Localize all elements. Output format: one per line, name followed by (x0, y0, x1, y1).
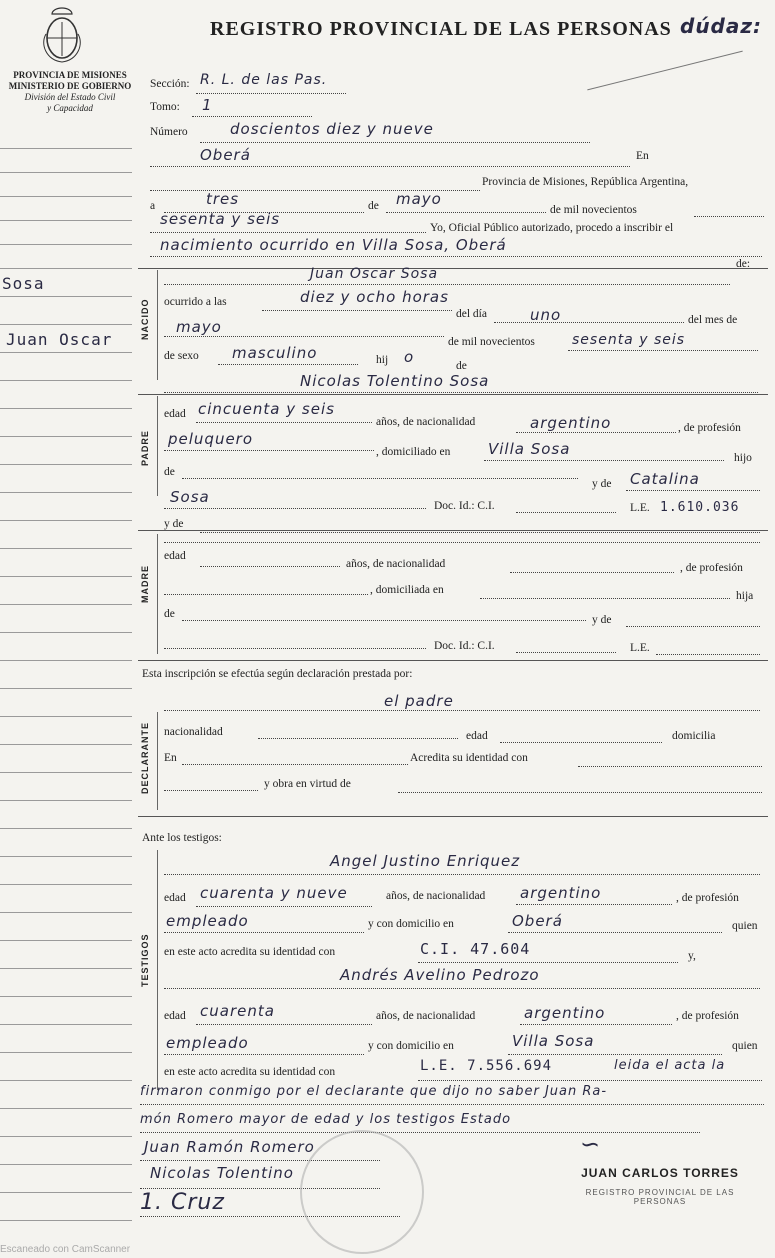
annotation-stroke (587, 51, 742, 91)
value-t2-edad: cuarenta (200, 1002, 275, 1020)
title-annotation: dúdaz: (680, 14, 763, 38)
label-edad-t2: edad (164, 1010, 186, 1022)
label-hija: hija (736, 590, 754, 602)
label-anos-nac-t1: años, de nacionalidad (386, 890, 486, 902)
closing-line-1: firmaron conmigo por el declarante que dijo no saber Juan Ra- (140, 1084, 608, 1099)
section-nacido: NACIDO (140, 298, 150, 340)
issuer-line-3: División del Estado Civil (24, 92, 116, 102)
label-de-mil: de mil novecientos (550, 204, 637, 216)
value-testigo-1: Angel Justino Enriquez (330, 852, 521, 870)
label-domiciliado: , domiciliado en (376, 446, 451, 458)
label-con-dom-t1: y con domicilio en (368, 918, 454, 930)
value-mes: mayo (396, 190, 442, 208)
value-t1-dom: Oberá (512, 912, 563, 930)
label-doc-id-padre: Doc. Id.: C.I. (434, 500, 495, 512)
value-declarante: el padre (384, 692, 454, 710)
value-acto: nacimiento ocurrido en Villa Sosa, Oberá (160, 236, 507, 254)
margin-surname: Sosa (2, 274, 45, 293)
label-de-mil-nov: de mil novecientos (448, 336, 535, 348)
value-t2-le: L.E. 7.556.694 (420, 1058, 553, 1074)
value-numero: doscientos diez y nueve (230, 120, 434, 138)
section-padre: PADRE (140, 430, 150, 466)
label-acto-t2: en este acto acredita su identidad con (164, 1066, 336, 1078)
issuer-line-4: y Capacidad (47, 103, 93, 113)
label-con-dom-t2: y con domicilio en (368, 1040, 454, 1052)
issuer-block (0, 70, 140, 114)
value-sexo: masculino (232, 344, 318, 362)
label-anos-nac-madre: años, de nacionalidad (346, 558, 446, 570)
value-t2-tail: leida el acta la (614, 1058, 726, 1073)
label-quien-t1: quien (732, 920, 758, 932)
value-tomo: 1 (202, 96, 213, 114)
scanner-watermark: Escaneado con CamScanner (0, 1244, 131, 1255)
issuer-line-1: PROVINCIA DE MISIONES (13, 70, 127, 80)
value-dia: tres (206, 190, 240, 208)
value-padre-dom: Villa Sosa (488, 440, 571, 458)
label-prof-t2: , de profesión (676, 1010, 739, 1022)
label-edad-madre: edad (164, 550, 186, 562)
officer-stamp (560, 1166, 760, 1206)
label-acto-t1: en este acto acredita su identidad con (164, 946, 336, 958)
value-padre-nac: argentino (530, 414, 612, 432)
round-seal (300, 1130, 424, 1254)
label-le-madre: L.E. (630, 642, 650, 654)
label-de-dia: de (368, 200, 379, 212)
label-seccion: Sección: (150, 78, 190, 90)
value-padre-madre-ap: Sosa (170, 488, 210, 506)
label-nacionalidad: nacionalidad (164, 726, 223, 738)
label-de-colon: de: (736, 258, 751, 270)
document-title: REGISTRO PROVINCIAL DE LAS PERSONAS (210, 18, 672, 40)
label-inscripcion: Esta inscripción se efectúa según declaración prestada por: (142, 668, 413, 680)
label-tomo: Tomo: (150, 101, 180, 113)
label-testigos: Ante los testigos: (142, 832, 222, 844)
value-anio-nac: sesenta y seis (572, 332, 686, 348)
signature-2: Nicolas Tolentino (150, 1164, 294, 1182)
label-del-mes: del mes de (688, 314, 738, 326)
value-t2-nac: argentino (524, 1004, 606, 1022)
label-provincia: Provincia de Misiones, República Argentina, (482, 176, 689, 188)
label-a: a (150, 200, 156, 212)
officer-office: REGISTRO PROVINCIAL DE LAS PERSONAS (585, 1188, 735, 1206)
label-quien-t2: quien (732, 1040, 758, 1052)
signature-1: Juan Ramón Romero (144, 1138, 315, 1156)
label-acredita: Acredita su identidad con (410, 752, 528, 764)
label-prof-padre: , de profesión (678, 422, 741, 434)
label-hijo: hijo (734, 452, 752, 464)
value-hij-suffix: o (404, 348, 415, 366)
label-de-hija: de (164, 608, 175, 620)
label-edad-t1: edad (164, 892, 186, 904)
label-del-dia: del día (456, 308, 487, 320)
label-le-padre: L.E. (630, 502, 650, 514)
value-t1-nac: argentino (520, 884, 602, 902)
value-mes-nac: mayo (176, 318, 222, 336)
label-edad-padre: edad (164, 408, 186, 420)
value-dia-nac: uno (530, 306, 562, 324)
label-prof-t1: , de profesión (676, 892, 739, 904)
value-anio: sesenta y seis (160, 210, 281, 228)
value-padre-edad: cincuenta y seis (198, 400, 335, 418)
section-madre: MADRE (140, 565, 150, 603)
value-t2-dom: Villa Sosa (512, 1032, 595, 1050)
margin-given-name: Juan Oscar (6, 330, 113, 349)
label-y-de-madre: y de (164, 518, 184, 530)
value-t1-edad: cuarenta y nueve (200, 884, 348, 902)
value-en: Oberá (200, 146, 251, 164)
label-hij: hij (376, 354, 389, 366)
value-hora: diez y ocho horas (300, 288, 449, 306)
coat-of-arms-emblem (38, 4, 86, 66)
label-prof-madre: , de profesión (680, 562, 743, 574)
label-de-sexo: de sexo (164, 350, 199, 362)
issuer-line-2: MINISTERIO DE GOBIERNO (8, 81, 132, 91)
value-testigo-2: Andrés Avelino Pedrozo (340, 966, 540, 984)
label-y-coma: y, (688, 950, 696, 962)
section-testigos: TESTIGOS (140, 933, 150, 987)
label-y-de-madre-2: y de (592, 614, 612, 626)
value-seccion: R. L. de las Pas. (200, 72, 328, 88)
officer-signature-scribble: ∽ (580, 1130, 602, 1158)
value-padre: Nicolas Tolentino Sosa (300, 372, 490, 390)
label-doc-id-madre: Doc. Id.: C.I. (434, 640, 495, 652)
label-domicilia: domicilia (672, 730, 716, 742)
value-t1-ci: C.I. 47.604 (420, 940, 531, 958)
label-anos-nac-padre: años, de nacionalidad (376, 416, 476, 428)
label-oficial: Yo, Oficial Público autorizado, procedo a inscribir el (430, 222, 674, 234)
value-padre-prof: peluquero (168, 430, 254, 448)
label-edad-dec: edad (466, 730, 488, 742)
label-domiciliada: , domiciliada en (370, 584, 444, 596)
label-en-dec: En (164, 752, 177, 764)
label-de-hij: de (456, 360, 467, 372)
signature-3: 1. Cruz (140, 1190, 225, 1215)
value-padre-le: 1.610.036 (660, 500, 740, 515)
label-ocurrido: ocurrido a las (164, 296, 227, 308)
closing-line-2: món Romero mayor de edad y los testigos Estado (140, 1112, 512, 1127)
label-en: En (636, 150, 649, 162)
label-de-hijo: de (164, 466, 175, 478)
label-anos-nac-t2: años, de nacionalidad (376, 1010, 476, 1022)
value-t2-prof: empleado (166, 1034, 249, 1052)
officer-name: JUAN CARLOS TORRES (581, 1166, 739, 1180)
section-declarante: DECLARANTE (140, 722, 150, 794)
label-obra: y obra en virtud de (264, 778, 351, 790)
label-y-de-padre: y de (592, 478, 612, 490)
label-numero: Número (150, 126, 188, 138)
value-nombre: Juan Oscar Sosa (310, 266, 439, 282)
value-padre-madre: Catalina (630, 470, 700, 488)
value-t1-prof: empleado (166, 912, 249, 930)
